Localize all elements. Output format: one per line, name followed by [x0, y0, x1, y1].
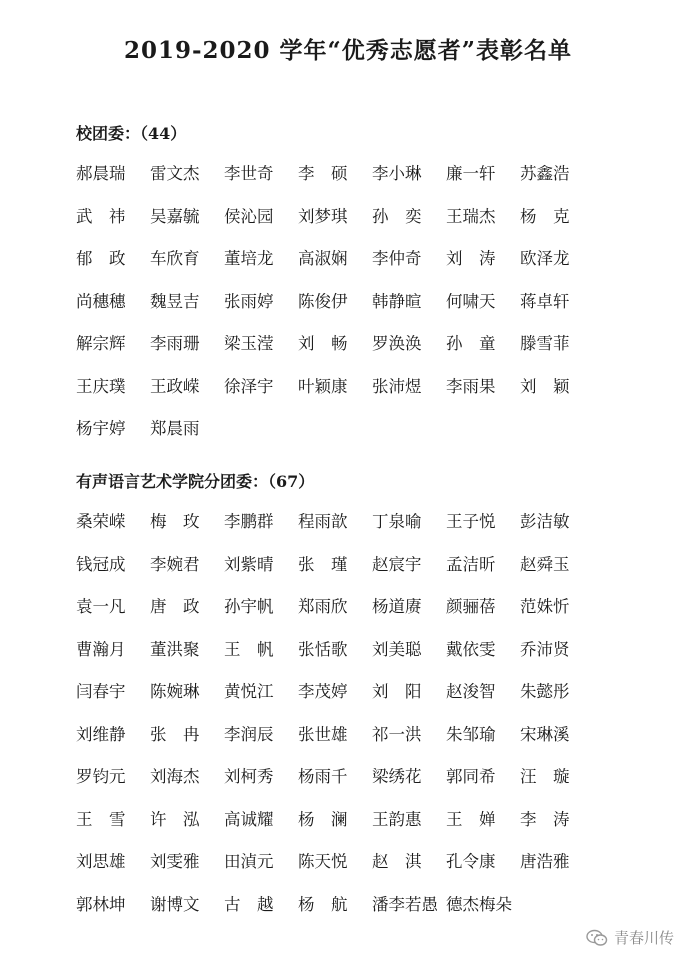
name-entry: 李 涛	[520, 809, 570, 829]
name-entry: 乔沛贤	[520, 639, 570, 659]
name-entry: 解宗辉	[76, 334, 126, 353]
name-entry: 曹瀚月	[76, 639, 126, 659]
name-entry: 滕雪菲	[520, 334, 570, 353]
name-entry: 王庆璞	[76, 376, 126, 396]
watermark	[586, 927, 674, 948]
name-entry: 王 帆	[224, 639, 274, 659]
name-entry: 杨道赓	[372, 597, 422, 616]
name-entry: 刘 畅	[298, 334, 348, 353]
name-entry: 侯沁园	[224, 206, 274, 226]
name-entry: 钱冠成	[76, 554, 126, 574]
name-entry: 何啸天	[446, 291, 496, 311]
name-entry: 蒋卓轩	[520, 291, 570, 311]
name-entry: 刘 阳	[372, 682, 422, 701]
name-entry: 高诚耀	[224, 809, 274, 829]
page-title: 2019-2020 学年“优秀志愿者”表彰名单	[123, 37, 573, 64]
name-entry: 刘柯秀	[224, 767, 274, 786]
name-entry: 孙 奕	[372, 206, 422, 226]
name-entry: 孟洁昕	[446, 554, 496, 574]
name-entry: 刘思雄	[76, 852, 126, 871]
name-entry: 王韵惠	[372, 809, 422, 829]
name-entry: 刘 涛	[446, 249, 496, 268]
name-entry: 郝晨瑞	[76, 164, 126, 183]
name-entry: 刘海杰	[150, 767, 200, 786]
name-entry: 唐浩雅	[520, 852, 570, 871]
name-entry: 郁 政	[76, 249, 126, 268]
name-entry: 德杰梅朵	[446, 894, 512, 914]
name-entry: 陈天悦	[298, 852, 348, 871]
name-entry: 陈婉琳	[150, 682, 200, 701]
name-entry: 郑雨欣	[298, 597, 348, 616]
name-entry: 袁一凡	[76, 597, 126, 616]
name-entry: 李润辰	[224, 724, 274, 744]
name-entry: 田湞元	[224, 852, 274, 871]
watermark-text: 青春川传	[613, 929, 674, 947]
section-school-league	[76, 122, 616, 460]
name-entry: 孙 童	[446, 334, 496, 353]
name-entry: 韩静暄	[372, 291, 422, 311]
name-entry: 丁泉喻	[372, 512, 422, 531]
name-entry: 杨 航	[298, 894, 348, 914]
name-entry: 颜骊蓓	[446, 597, 496, 616]
name-entry: 高淑娴	[298, 249, 348, 268]
name-entry: 张世雄	[298, 724, 348, 744]
name-entry: 杨雨千	[298, 767, 348, 786]
name-entry: 李茂婷	[298, 682, 348, 701]
name-entry: 叶颖康	[298, 376, 348, 396]
name-entry: 李世奇	[224, 164, 274, 183]
name-entry: 朱邹瑜	[446, 724, 496, 744]
name-entry: 杨 克	[520, 206, 570, 226]
name-entry: 郑晨雨	[150, 419, 200, 438]
name-entry: 杨宇婷	[76, 419, 126, 438]
name-entry: 朱懿彤	[520, 682, 570, 701]
name-entry: 张沛煜	[372, 376, 422, 396]
name-entry: 车欣育	[150, 249, 200, 268]
name-entry: 武 祎	[76, 206, 126, 226]
section-heading: 校团委：（44）	[76, 124, 187, 143]
name-entry: 刘维静	[76, 724, 126, 744]
name-entry: 吴嘉毓	[150, 206, 200, 226]
name-entry: 张 冉	[150, 724, 200, 744]
name-entry: 汪 璇	[520, 767, 570, 786]
name-entry: 李仲奇	[372, 249, 422, 268]
name-entry: 欧泽龙	[520, 249, 570, 268]
name-entry: 梁玉滢	[224, 334, 274, 353]
name-entry: 赵浚智	[446, 682, 496, 701]
name-entry: 赵 淇	[372, 852, 422, 871]
name-entry: 郭林坤	[76, 894, 126, 914]
name-entry: 郭同希	[446, 767, 496, 786]
name-list	[76, 162, 616, 460]
name-entry: 刘紫晴	[224, 554, 274, 574]
name-entry: 梁绣花	[372, 767, 422, 786]
name-entry: 赵宸宇	[372, 554, 422, 574]
name-entry: 闫春宇	[76, 682, 126, 701]
name-entry: 梅 玫	[150, 512, 200, 531]
name-entry: 唐 政	[150, 597, 200, 616]
name-entry: 孔令康	[446, 852, 496, 871]
name-entry: 董洪聚	[150, 639, 200, 659]
name-entry: 尚穗穗	[76, 291, 126, 311]
name-entry: 董培龙	[224, 249, 274, 268]
name-entry: 桑荣嵘	[76, 512, 126, 531]
name-entry: 王子悦	[446, 512, 496, 531]
name-entry: 李 硕	[298, 164, 348, 183]
name-entry: 程雨歆	[298, 512, 348, 531]
section-heading: 有声语言艺术学院分团委：（67）	[76, 472, 315, 491]
name-entry: 许 泓	[150, 809, 200, 829]
section-voice-arts-college	[76, 470, 616, 935]
name-entry: 廉一轩	[446, 164, 496, 183]
name-entry: 古 越	[224, 894, 274, 914]
name-entry: 王瑞杰	[446, 206, 496, 226]
name-entry: 王政嵘	[150, 376, 200, 396]
name-entry: 王 雪	[76, 809, 126, 829]
name-entry: 彭洁敏	[520, 512, 570, 531]
name-entry: 宋琳溪	[520, 724, 570, 744]
name-entry: 李雨珊	[150, 334, 200, 353]
name-entry: 黄悦江	[224, 682, 274, 701]
name-entry: 赵舜玉	[520, 554, 570, 574]
name-entry: 潘李若愚	[372, 894, 438, 914]
name-entry: 杨 澜	[298, 809, 348, 829]
name-entry: 张 瑾	[298, 554, 348, 574]
name-entry: 刘美聪	[372, 639, 422, 659]
name-entry: 刘雯雅	[150, 852, 200, 871]
name-entry: 张雨婷	[224, 291, 274, 311]
name-entry: 魏昱吉	[150, 291, 200, 311]
name-entry: 李鹏群	[224, 512, 274, 531]
name-entry: 罗涣涣	[372, 334, 422, 353]
name-entry: 王 婵	[446, 809, 496, 829]
name-entry: 徐泽宇	[224, 376, 274, 396]
name-list	[76, 510, 616, 935]
name-entry: 雷文杰	[150, 164, 200, 183]
name-entry: 范姝忻	[520, 597, 570, 616]
name-entry: 李雨果	[446, 376, 496, 396]
name-entry: 李婉君	[150, 554, 200, 574]
name-entry: 刘 颖	[520, 376, 570, 396]
name-entry: 刘梦琪	[298, 206, 348, 226]
name-entry: 陈俊伊	[298, 291, 348, 311]
name-entry: 祁一洪	[372, 724, 422, 744]
name-entry: 张恬歌	[298, 639, 348, 659]
name-entry: 罗钧元	[76, 767, 126, 786]
name-entry: 苏鑫浩	[520, 164, 570, 183]
name-entry: 谢博文	[150, 894, 200, 914]
name-entry: 戴依雯	[446, 639, 496, 659]
wechat-icon	[586, 929, 608, 947]
name-entry: 孙宇帆	[224, 597, 274, 616]
name-entry: 李小琳	[372, 164, 422, 183]
